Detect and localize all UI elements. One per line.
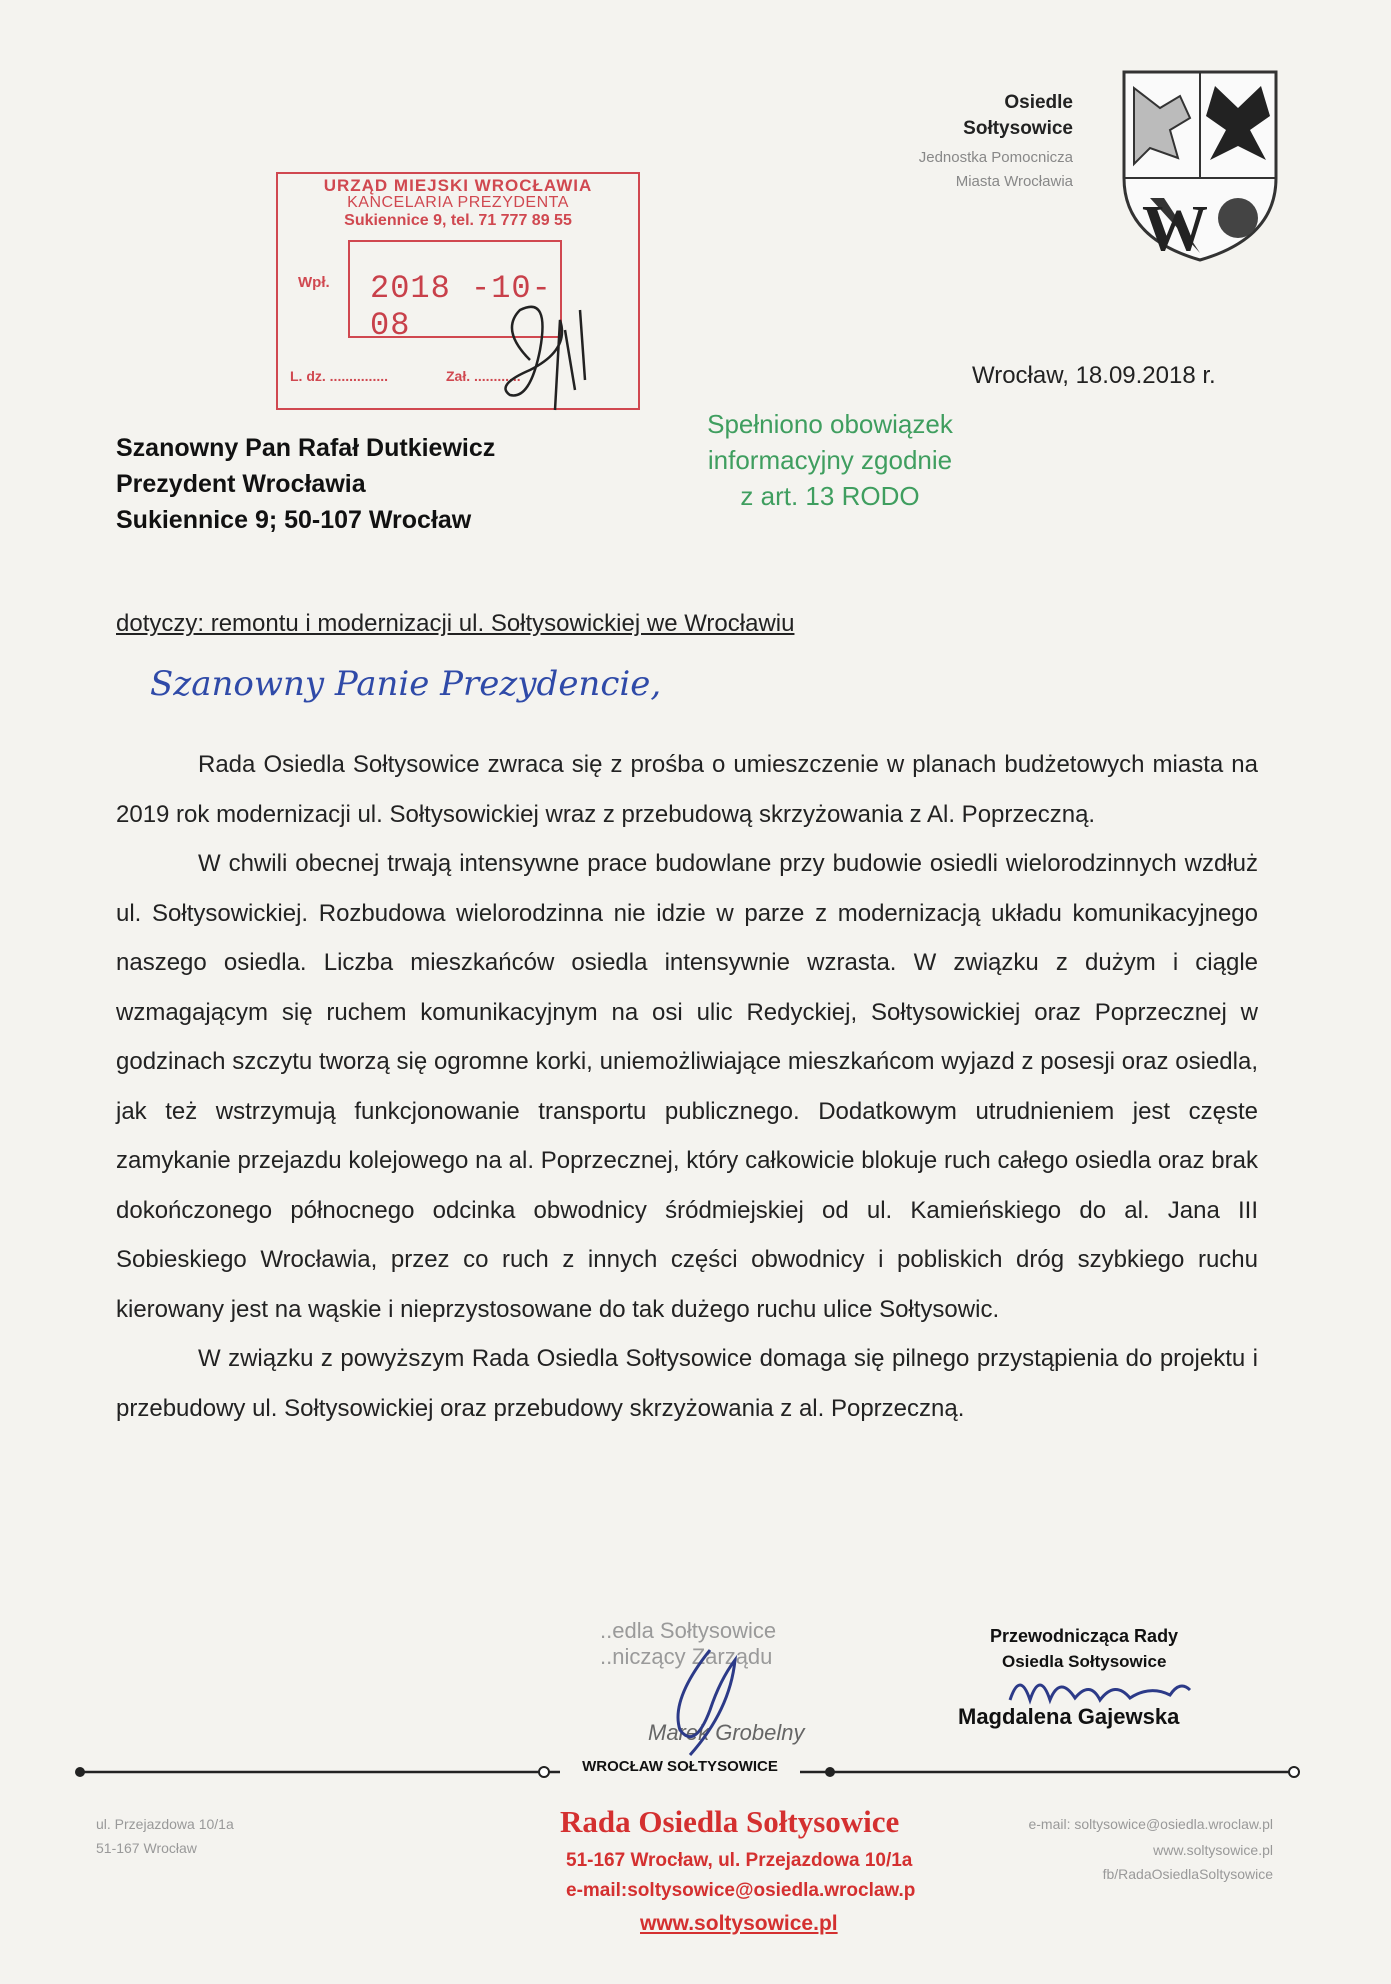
stamp-line2: KANCELARIA PREZYDENTA — [347, 194, 569, 211]
addressee-address: Sukiennice 9; 50-107 Wrocław — [116, 506, 472, 534]
letter-body — [116, 740, 1258, 1433]
footer-org-website: www.soltysowice.pl — [640, 1912, 838, 1935]
crest-letter: W — [1142, 192, 1208, 264]
footer-right-website: www.soltysowice.pl — [1153, 1842, 1273, 1858]
subject-line: dotyczy: remontu i modernizacji ul. Sołtysowickiej we Wrocławiu — [116, 610, 795, 637]
footer-right-email: e-mail: soltysowice@osiedla.wroclaw.pl — [1028, 1816, 1273, 1832]
stamp-date: 2018 -10- 08 — [370, 270, 552, 344]
addressee-name: Szanowny Pan Rafał Dutkiewicz — [116, 434, 496, 462]
paragraph: W związku z powyższym Rada Osiedla Sołtysowice domaga się pilnego przystąpienia do projektu i przebudowy ul. Sołtysowickiej oraz przebudowy skrzyżowania z al. Poprzeczną. — [116, 1345, 1258, 1422]
letterhead-name — [963, 90, 1073, 142]
letterhead-line3: Jednostka Pomocnicza — [918, 149, 1073, 166]
registry-signature-icon — [490, 290, 600, 440]
rodo-line3: z art. 13 RODO — [740, 481, 920, 511]
stamp-line1: URZĄD MIEJSKI WROCŁAWIA — [323, 176, 593, 195]
place-date: Wrocław, 18.09.2018 r. — [972, 362, 1216, 389]
rodo-stamp — [670, 406, 990, 514]
addressee — [116, 430, 495, 538]
paragraph: W chwili obecnej trwają intensywne prace budowlane przy budowie osiedli wielorodzinnych wzdłuż ul. Sołtysowickiej. Rozbudowa wielorodzinna nie idzie w parze z modernizacją układu komunikacyjnego naszego osiedla. Liczba mieszkańców osiedla intensywnie wzrasta. W związku z dużym i ciągle wzmagającym się ruchem komunikacyjnym na osi ulic Redyckiej, Sołtysowickiej oraz Poprzecznej w godzinach szczytu tworzą się ogromne korki, uniemożliwiające mieszkańcom wyjazd z posesji oraz osiedla, jak też wstrzymują funkcjonowanie transportu publicznego. Dodatkowym utrudnieniem jest częste zamykanie przejazdu kolejowego na al. Poprzecznej, który całkowicie blokuje ruch całego osiedla oraz brak dokończonego północnego odcinka obwodnicy śródmiejskiej od ul. Kamieńskiego do al. Jana III Sobieskiego Wrocławia, przez co ruch z innych części obwodnicy i pobliskich dróg szybkiego ruchu kierowany jest na wąskie i nieprzystosowane do tak dużego ruchu ulice Sołtysowic. — [116, 850, 1258, 1323]
stamp-zal-label: Zał. ............ — [446, 368, 521, 384]
footer-org-name: Rada Osiedla Sołtysowice — [560, 1804, 900, 1839]
letterhead-line2: Sołtysowice — [963, 118, 1073, 139]
stamp-wpl-label: Wpł. — [298, 274, 330, 291]
addressee-title: Prezydent Wrocławia — [116, 470, 366, 498]
handwritten-greeting: Szanowny Panie Prezydencie, — [150, 664, 662, 704]
rodo-line1: Spełniono obowiązek — [707, 409, 953, 439]
footer-center-label: WROCŁAW SOŁTYSOWICE — [560, 1758, 800, 1775]
stamp-line3: Sukiennice 9, tel. 71 777 89 55 — [344, 212, 572, 229]
signature-left-line1: ..edla Sołtysowice — [600, 1618, 777, 1643]
rodo-line2: informacyjny zgodnie — [707, 445, 953, 475]
signature-right-title2: Osiedla Sołtysowice — [1002, 1652, 1167, 1671]
city-crest-icon — [1120, 68, 1280, 264]
stamp-ldz-label: L. dz. ............... — [290, 368, 389, 384]
footer-org-address: 51-167 Wrocław, ul. Przejazdowa 10/1a — [566, 1850, 913, 1871]
letterhead-line1: Osiedle — [1004, 92, 1073, 113]
handwritten-signature-left-icon — [650, 1640, 770, 1760]
signature-right-title1: Przewodnicząca Rady — [990, 1626, 1179, 1646]
paragraph: Rada Osiedla Sołtysowice zwraca się z prośba o umieszczenie w planach budżetowych miasta na 2019 rok modernizacji ul. Sołtysowickiej wraz z przebudową skrzyżowania z Al. Poprzeczną. — [116, 751, 1258, 828]
footer-right-facebook: fb/RadaOsiedlaSoltysowice — [1102, 1866, 1273, 1882]
letterhead-line4: Miasta Wrocławia — [955, 173, 1073, 190]
signature-right-name: Magdalena Gajewska — [958, 1704, 1180, 1729]
footer-left-line2: 51-167 Wrocław — [96, 1840, 197, 1856]
footer-left-line1: ul. Przejazdowa 10/1a — [96, 1816, 234, 1832]
footer-org-email: e-mail:soltysowice@osiedla.wroclaw.p — [566, 1880, 916, 1901]
letterhead-subtitle — [919, 146, 1073, 194]
signature-left-line2: ..niczący Zarządu — [600, 1644, 773, 1669]
signature-left-name: Marek Grobelny — [648, 1720, 805, 1745]
